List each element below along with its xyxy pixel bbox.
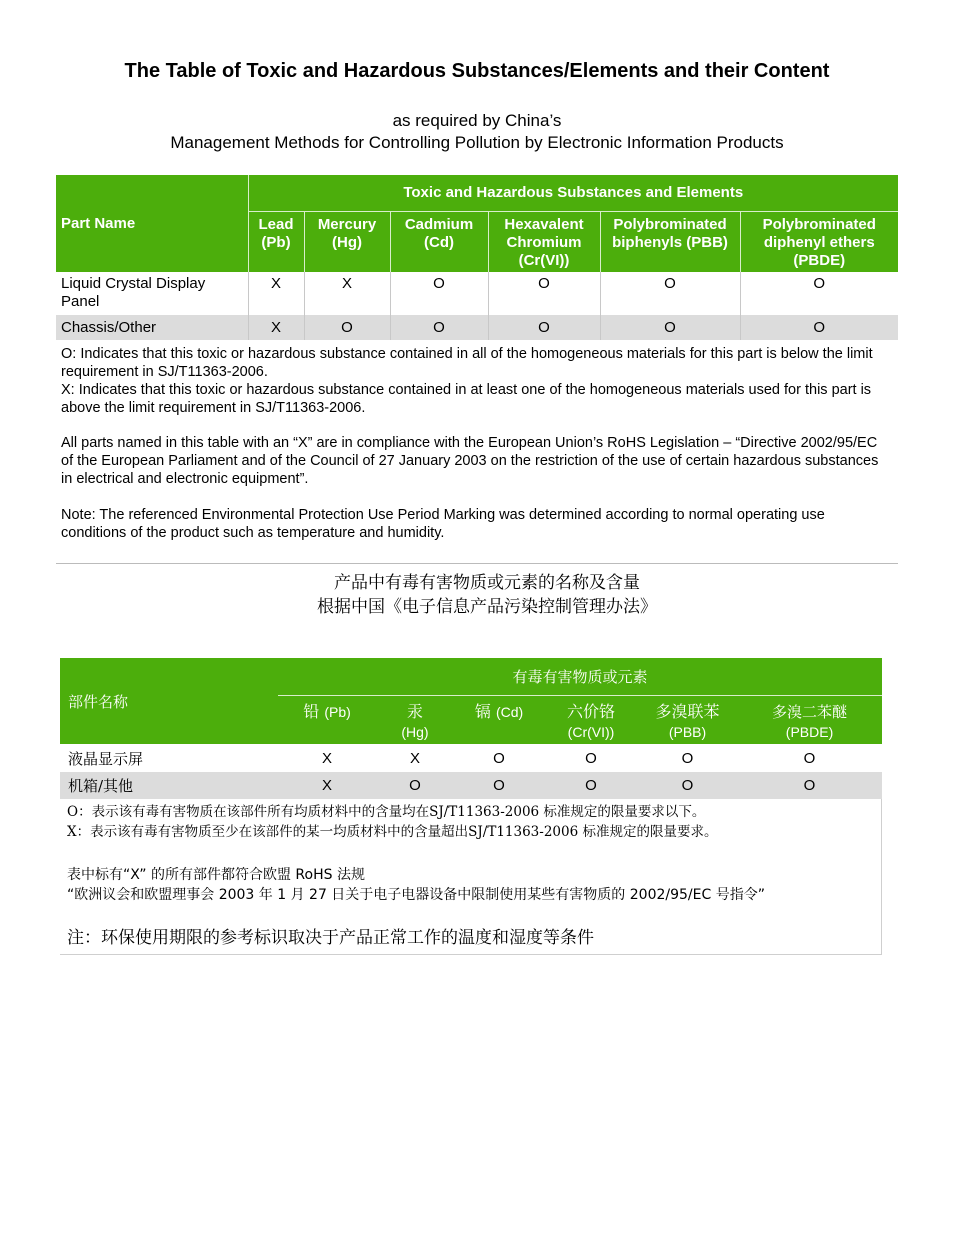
x-indicator-note: X: Indicates that this toxic or hazardous substance contained in at least one of the homogeneous materials used for this part is above the limit requirement in SJ/T11363-2006. <box>61 382 872 416</box>
table-row <box>56 315 898 340</box>
value-cell: X <box>409 749 420 767</box>
rohs-compliance-note: All parts named in this table with an “X” are in compliance with the European Union’s RoHS Legislation – “Directive 2002/95/EC of the European Parliament and of the Council of 27 January 2003 on the restriction of the use of certain hazardous substances in electrical and electronic equipment”. <box>61 435 879 487</box>
cn-x-indicator-note: X：表示该有毒有害物质至少在该部件的某一均质材料中的含量超出SJ/T11363-2006 标准规定的限量要求。 <box>67 824 718 840</box>
use-period-note: Note: The referenced Environmental Protection Use Period Marking was determined according to normal operating use conditions of the product such as temperature and humidity. <box>61 507 825 541</box>
value-cell: O <box>740 272 898 315</box>
part-name-cell: Liquid Crystal Display Panel <box>56 272 248 315</box>
cn-column-header-mercury: 汞 (Hg) <box>376 695 454 744</box>
cn-column-header-lead: 铅 (Pb) <box>278 695 376 744</box>
document-subtitle-line2: Management Methods for Controlling Pollution by Electronic Information Products <box>170 133 784 152</box>
value-cell: O <box>488 315 600 340</box>
value-cell: O <box>681 777 694 794</box>
column-header-cadmium: Cadmium (Cd) <box>390 211 488 272</box>
cn-part-name-cell: 液晶显示屏 <box>68 749 144 768</box>
chinese-heading-line1: 产品中有毒有害物质或元素的名称及含量 <box>334 573 640 593</box>
cn-o-indicator-note: O：表示该有毒有害物质在该部件所有均质材料中的含量均在SJ/T11363-2006 标准规定的限量要求以下。 <box>67 804 706 820</box>
chinese-heading-line2: 根据中国《电子信息产品污染控制管理办法》 <box>317 597 657 617</box>
table-row <box>56 272 898 315</box>
chinese-substances-table <box>60 658 882 799</box>
cn-substances-group-header: 有毒有害物质或元素 <box>278 658 882 695</box>
cn-column-header-pbb: 多溴联苯 (PBB) <box>638 695 737 744</box>
value-cell: O <box>390 315 488 340</box>
value-cell: O <box>493 777 505 794</box>
substances-group-header: Toxic and Hazardous Substances and Elements <box>248 175 898 211</box>
value-cell: O <box>681 749 694 767</box>
value-cell: O <box>585 749 597 767</box>
value-cell: X <box>304 272 390 315</box>
section-divider <box>56 563 898 564</box>
column-header-pbb: Polybrominated biphenyls (PBB) <box>600 211 740 272</box>
cn-column-header-pbde: 多溴二苯醚 (PBDE) <box>737 695 882 744</box>
table-row <box>60 772 882 799</box>
o-indicator-note: O: Indicates that this toxic or hazardous substance contained in all of the homogeneous materials for this part is below the limit requirement in SJ/T11363-2006. <box>61 346 873 380</box>
value-cell: O <box>600 272 740 315</box>
value-cell: O <box>740 315 898 340</box>
cn-column-header-hexavalent-chromium: 六价铬 (Cr(VI)) <box>544 695 638 744</box>
column-header-pbde: Polybrominated diphenyl ethers (PBDE) <box>740 211 898 272</box>
column-header-hexavalent-chromium: Hexavalent Chromium (Cr(VI)) <box>488 211 600 272</box>
value-cell: X <box>321 749 332 767</box>
value-cell: O <box>600 315 740 340</box>
cn-column-header-cadmium: 镉 (Cd) <box>454 695 544 744</box>
value-cell: O <box>493 749 505 767</box>
cn-part-name-header: 部件名称 <box>60 658 278 744</box>
document-title: The Table of Toxic and Hazardous Substances/Elements and their Content <box>124 60 830 82</box>
value-cell: X <box>248 272 304 315</box>
value-cell: O <box>585 777 597 794</box>
value-cell: O <box>409 777 421 794</box>
table-row <box>60 744 882 772</box>
value-cell: X <box>248 315 304 340</box>
value-cell: O <box>803 777 816 794</box>
value-cell: O <box>390 272 488 315</box>
cn-part-name-cell: 机箱/其他 <box>68 777 134 795</box>
part-name-header: Part Name <box>56 175 248 272</box>
part-name-cell: Chassis/Other <box>56 315 248 340</box>
value-cell: O <box>488 272 600 315</box>
document-subtitle-line1: as required by China’s <box>392 111 562 130</box>
cn-rohs-note-line2: “欧洲议会和欧盟理事会 2003 年 1 月 27 日关于电子电器设备中限制使用某些有害物质的 2002/95/EC 号指令” <box>67 887 765 903</box>
value-cell: X <box>321 777 332 794</box>
value-cell: O <box>803 749 816 767</box>
cn-use-period-note: 注：环保使用期限的参考标识取决于产品正常工作的温度和湿度等条件 <box>67 928 594 948</box>
column-header-mercury: Mercury (Hg) <box>304 211 390 272</box>
english-substances-table <box>56 175 898 340</box>
value-cell: O <box>304 315 390 340</box>
column-header-lead: Lead (Pb) <box>248 211 304 272</box>
cn-rohs-note-line1: 表中标有“X” 的所有部件都符合欧盟 RoHS 法规 <box>67 867 365 883</box>
